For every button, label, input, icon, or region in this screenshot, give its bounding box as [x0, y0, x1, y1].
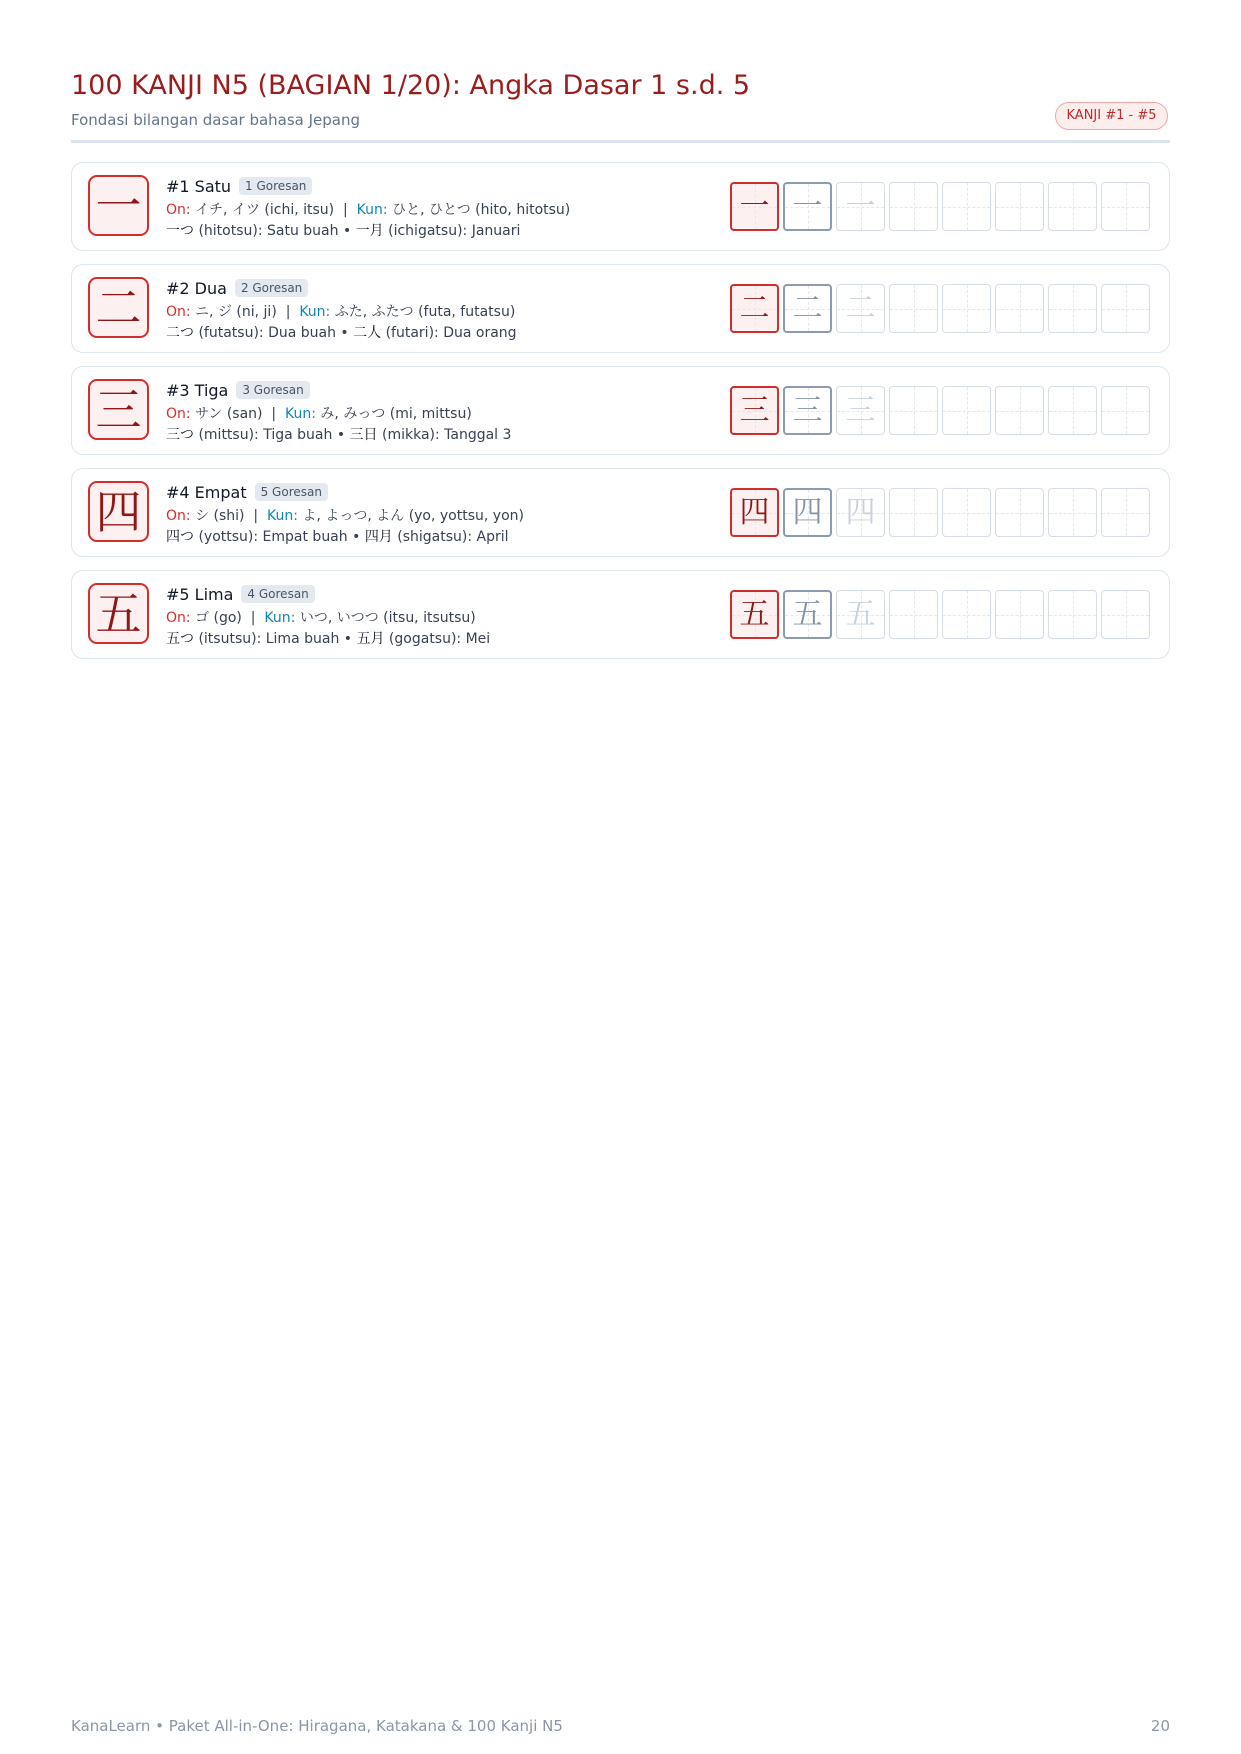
- practice-cell-model: [730, 182, 779, 231]
- kun-label: Kun:: [264, 610, 296, 626]
- example-bullet: •: [342, 223, 352, 239]
- practice-cell-faint: [836, 488, 885, 537]
- on-reading: ゴ (go): [195, 610, 242, 626]
- practice-cell-empty: [995, 386, 1044, 435]
- practice-glyph: 三: [739, 392, 770, 428]
- practice-cell-model: [730, 284, 779, 333]
- page-subtitle: Fondasi bilangan dasar bahasa Jepang: [71, 111, 361, 129]
- practice-cell-empty: [1048, 284, 1097, 333]
- kun-label: Kun:: [285, 406, 316, 422]
- practice-cell-empty: [995, 182, 1044, 231]
- example-meaning: (ichigatsu): Januari: [383, 223, 521, 239]
- practice-cell-empty: [1048, 182, 1097, 231]
- practice-cell-empty: [1101, 590, 1150, 639]
- practice-cell-empty: [889, 590, 938, 639]
- kun-label: Kun:: [267, 508, 298, 524]
- reading-separator: |: [343, 202, 348, 218]
- example-bullet: •: [343, 631, 353, 647]
- practice-cell-empty: [1101, 386, 1150, 435]
- kanji-character: 五: [88, 583, 149, 644]
- kanji-info: [166, 174, 709, 242]
- kun-reading: いつ, いつつ (itsu, itsutsu): [299, 610, 476, 626]
- on-reading: サン (san): [195, 406, 263, 422]
- practice-cell-faint: [836, 182, 885, 231]
- practice-cell-faint: [836, 284, 885, 333]
- practice-cell-empty: [889, 386, 938, 435]
- example-meaning: (hitotsu): Satu buah: [194, 223, 343, 239]
- kanji-character: 三: [88, 379, 149, 440]
- practice-glyph: 四: [792, 494, 823, 530]
- example-word: 二人: [353, 325, 382, 341]
- kanji-title: #3 Tiga: [166, 380, 229, 400]
- practice-glyph: 五: [739, 596, 770, 632]
- kanji-title: #2 Dua: [166, 278, 227, 298]
- practice-grid: [730, 488, 1150, 537]
- kanji-card: [71, 264, 1170, 353]
- reading-separator: |: [285, 304, 291, 320]
- practice-cell-model: [730, 488, 779, 537]
- practice-cell-empty: [1048, 386, 1097, 435]
- footer-text: KanaLearn • Paket All-in-One: Hiragana, Katakana & 100 Kanji N5: [71, 1717, 563, 1735]
- practice-glyph: 一: [739, 188, 770, 224]
- example-bullet: •: [340, 325, 349, 341]
- reading-separator: |: [253, 508, 259, 524]
- example-meaning: (futari): Dua orang: [381, 325, 517, 341]
- example-meaning: (itsutsu): Lima buah: [194, 631, 344, 647]
- kanji-card: [71, 468, 1170, 557]
- practice-glyph: 四: [739, 494, 770, 530]
- on-reading: シ (shi): [195, 508, 245, 524]
- practice-grid: [730, 590, 1150, 639]
- kanji-info: [166, 480, 709, 548]
- example-meaning: (mittsu): Tiga buah: [194, 427, 337, 443]
- kanji-title: #4 Empat: [166, 482, 247, 502]
- example-word: 四月: [364, 529, 393, 545]
- practice-cell-empty: [995, 488, 1044, 537]
- reading-separator: |: [250, 610, 256, 626]
- stroke-count-badge: 5 Goresan: [255, 483, 328, 501]
- practice-cell-empty: [889, 488, 938, 537]
- practice-glyph: 五: [792, 596, 823, 632]
- example-bullet: •: [336, 427, 346, 443]
- practice-cell-trace: [783, 284, 832, 333]
- header-divider: [71, 140, 1170, 143]
- practice-grid: [730, 182, 1150, 231]
- practice-glyph: 三: [792, 392, 823, 428]
- practice-glyph: 五: [845, 596, 876, 632]
- stroke-count-badge: 1 Goresan: [239, 177, 312, 195]
- on-label: On:: [166, 202, 191, 218]
- example-word: 四つ: [166, 529, 194, 545]
- kun-reading: よ, よっつ, よん (yo, yottsu, yon): [302, 508, 524, 524]
- kanji-title: #5 Lima: [166, 584, 234, 604]
- practice-cell-trace: [783, 182, 832, 231]
- practice-cell-faint: [836, 590, 885, 639]
- practice-cell-empty: [995, 284, 1044, 333]
- reading-line: [166, 302, 709, 323]
- on-reading: ニ, ジ (ni, ji): [195, 304, 277, 320]
- example-meaning: (yottsu): Empat buah: [194, 529, 353, 545]
- practice-cell-empty: [942, 590, 991, 639]
- practice-glyph: 三: [845, 392, 876, 428]
- practice-cell-empty: [1101, 182, 1150, 231]
- kanji-card-list: [71, 162, 1170, 672]
- example-meaning: (mikka): Tanggal 3: [377, 427, 512, 443]
- practice-cell-trace: [783, 386, 832, 435]
- example-line: [166, 527, 709, 548]
- practice-glyph: 一: [845, 188, 876, 224]
- example-bullet: •: [352, 529, 361, 545]
- practice-cell-empty: [1048, 590, 1097, 639]
- kanji-info: [166, 582, 709, 650]
- practice-glyph: 二: [792, 290, 823, 326]
- practice-grid: [730, 284, 1150, 333]
- example-line: [166, 323, 709, 344]
- practice-cell-faint: [836, 386, 885, 435]
- stroke-count-badge: 4 Goresan: [241, 585, 314, 603]
- on-label: On:: [166, 304, 191, 320]
- kanji-card: [71, 162, 1170, 251]
- example-meaning: (gogatsu): Mei: [384, 631, 491, 647]
- practice-cell-empty: [1048, 488, 1097, 537]
- reading-line: [166, 506, 709, 527]
- on-reading: イチ, イツ (ichi, itsu): [195, 202, 335, 218]
- reading-line: [166, 404, 709, 425]
- practice-cell-trace: [783, 590, 832, 639]
- practice-cell-empty: [942, 386, 991, 435]
- kanji-title: #1 Satu: [166, 176, 232, 196]
- example-line: [166, 629, 709, 650]
- example-line: [166, 221, 709, 242]
- example-line: [166, 425, 709, 446]
- kanji-info: [166, 378, 709, 446]
- example-word: 三つ: [166, 427, 194, 443]
- kanji-card: [71, 366, 1170, 455]
- kanji-card: [71, 570, 1170, 659]
- reading-line: [166, 608, 709, 629]
- practice-glyph: 四: [845, 494, 876, 530]
- kun-label: Kun:: [356, 202, 388, 218]
- on-label: On:: [166, 406, 191, 422]
- kun-reading: ふた, ふたつ (futa, futatsu): [334, 304, 516, 320]
- practice-cell-empty: [942, 284, 991, 333]
- stroke-count-badge: 3 Goresan: [236, 381, 309, 399]
- example-word: 五月: [356, 631, 385, 647]
- kanji-character: 一: [88, 175, 149, 236]
- example-meaning: (futatsu): Dua buah: [194, 325, 341, 341]
- practice-cell-empty: [942, 488, 991, 537]
- practice-cell-empty: [942, 182, 991, 231]
- kun-reading: ひと, ひとつ (hito, hitotsu): [392, 202, 571, 218]
- on-label: On:: [166, 610, 191, 626]
- page-number: 20: [1150, 1717, 1170, 1735]
- stroke-count-badge: 2 Goresan: [235, 279, 308, 297]
- example-word: 一つ: [166, 223, 194, 239]
- practice-cell-empty: [889, 182, 938, 231]
- practice-cell-empty: [889, 284, 938, 333]
- reading-line: [166, 200, 709, 221]
- practice-cell-empty: [995, 590, 1044, 639]
- reading-separator: |: [271, 406, 277, 422]
- practice-glyph: 二: [845, 290, 876, 326]
- kun-reading: み, みっつ (mi, mittsu): [320, 406, 472, 422]
- kun-label: Kun:: [299, 304, 331, 320]
- practice-grid: [730, 386, 1150, 435]
- practice-cell-empty: [1101, 284, 1150, 333]
- practice-glyph: 一: [792, 188, 823, 224]
- example-word: 五つ: [166, 631, 194, 647]
- practice-glyph: 二: [739, 290, 770, 326]
- kanji-character: 四: [88, 481, 149, 542]
- kanji-range-badge: KANJI #1 - #5: [1055, 102, 1168, 130]
- example-word: 一月: [355, 223, 384, 239]
- practice-cell-trace: [783, 488, 832, 537]
- example-word: 二つ: [166, 325, 194, 341]
- kanji-character: 二: [88, 277, 149, 338]
- kanji-info: [166, 276, 709, 344]
- practice-cell-model: [730, 590, 779, 639]
- example-word: 三日: [349, 427, 378, 443]
- practice-cell-empty: [1101, 488, 1150, 537]
- example-meaning: (shigatsu): April: [392, 529, 509, 545]
- practice-cell-model: [730, 386, 779, 435]
- on-label: On:: [166, 508, 191, 524]
- page-title: 100 KANJI N5 (BAGIAN 1/20): Angka Dasar 1 s.d. 5: [71, 70, 751, 101]
